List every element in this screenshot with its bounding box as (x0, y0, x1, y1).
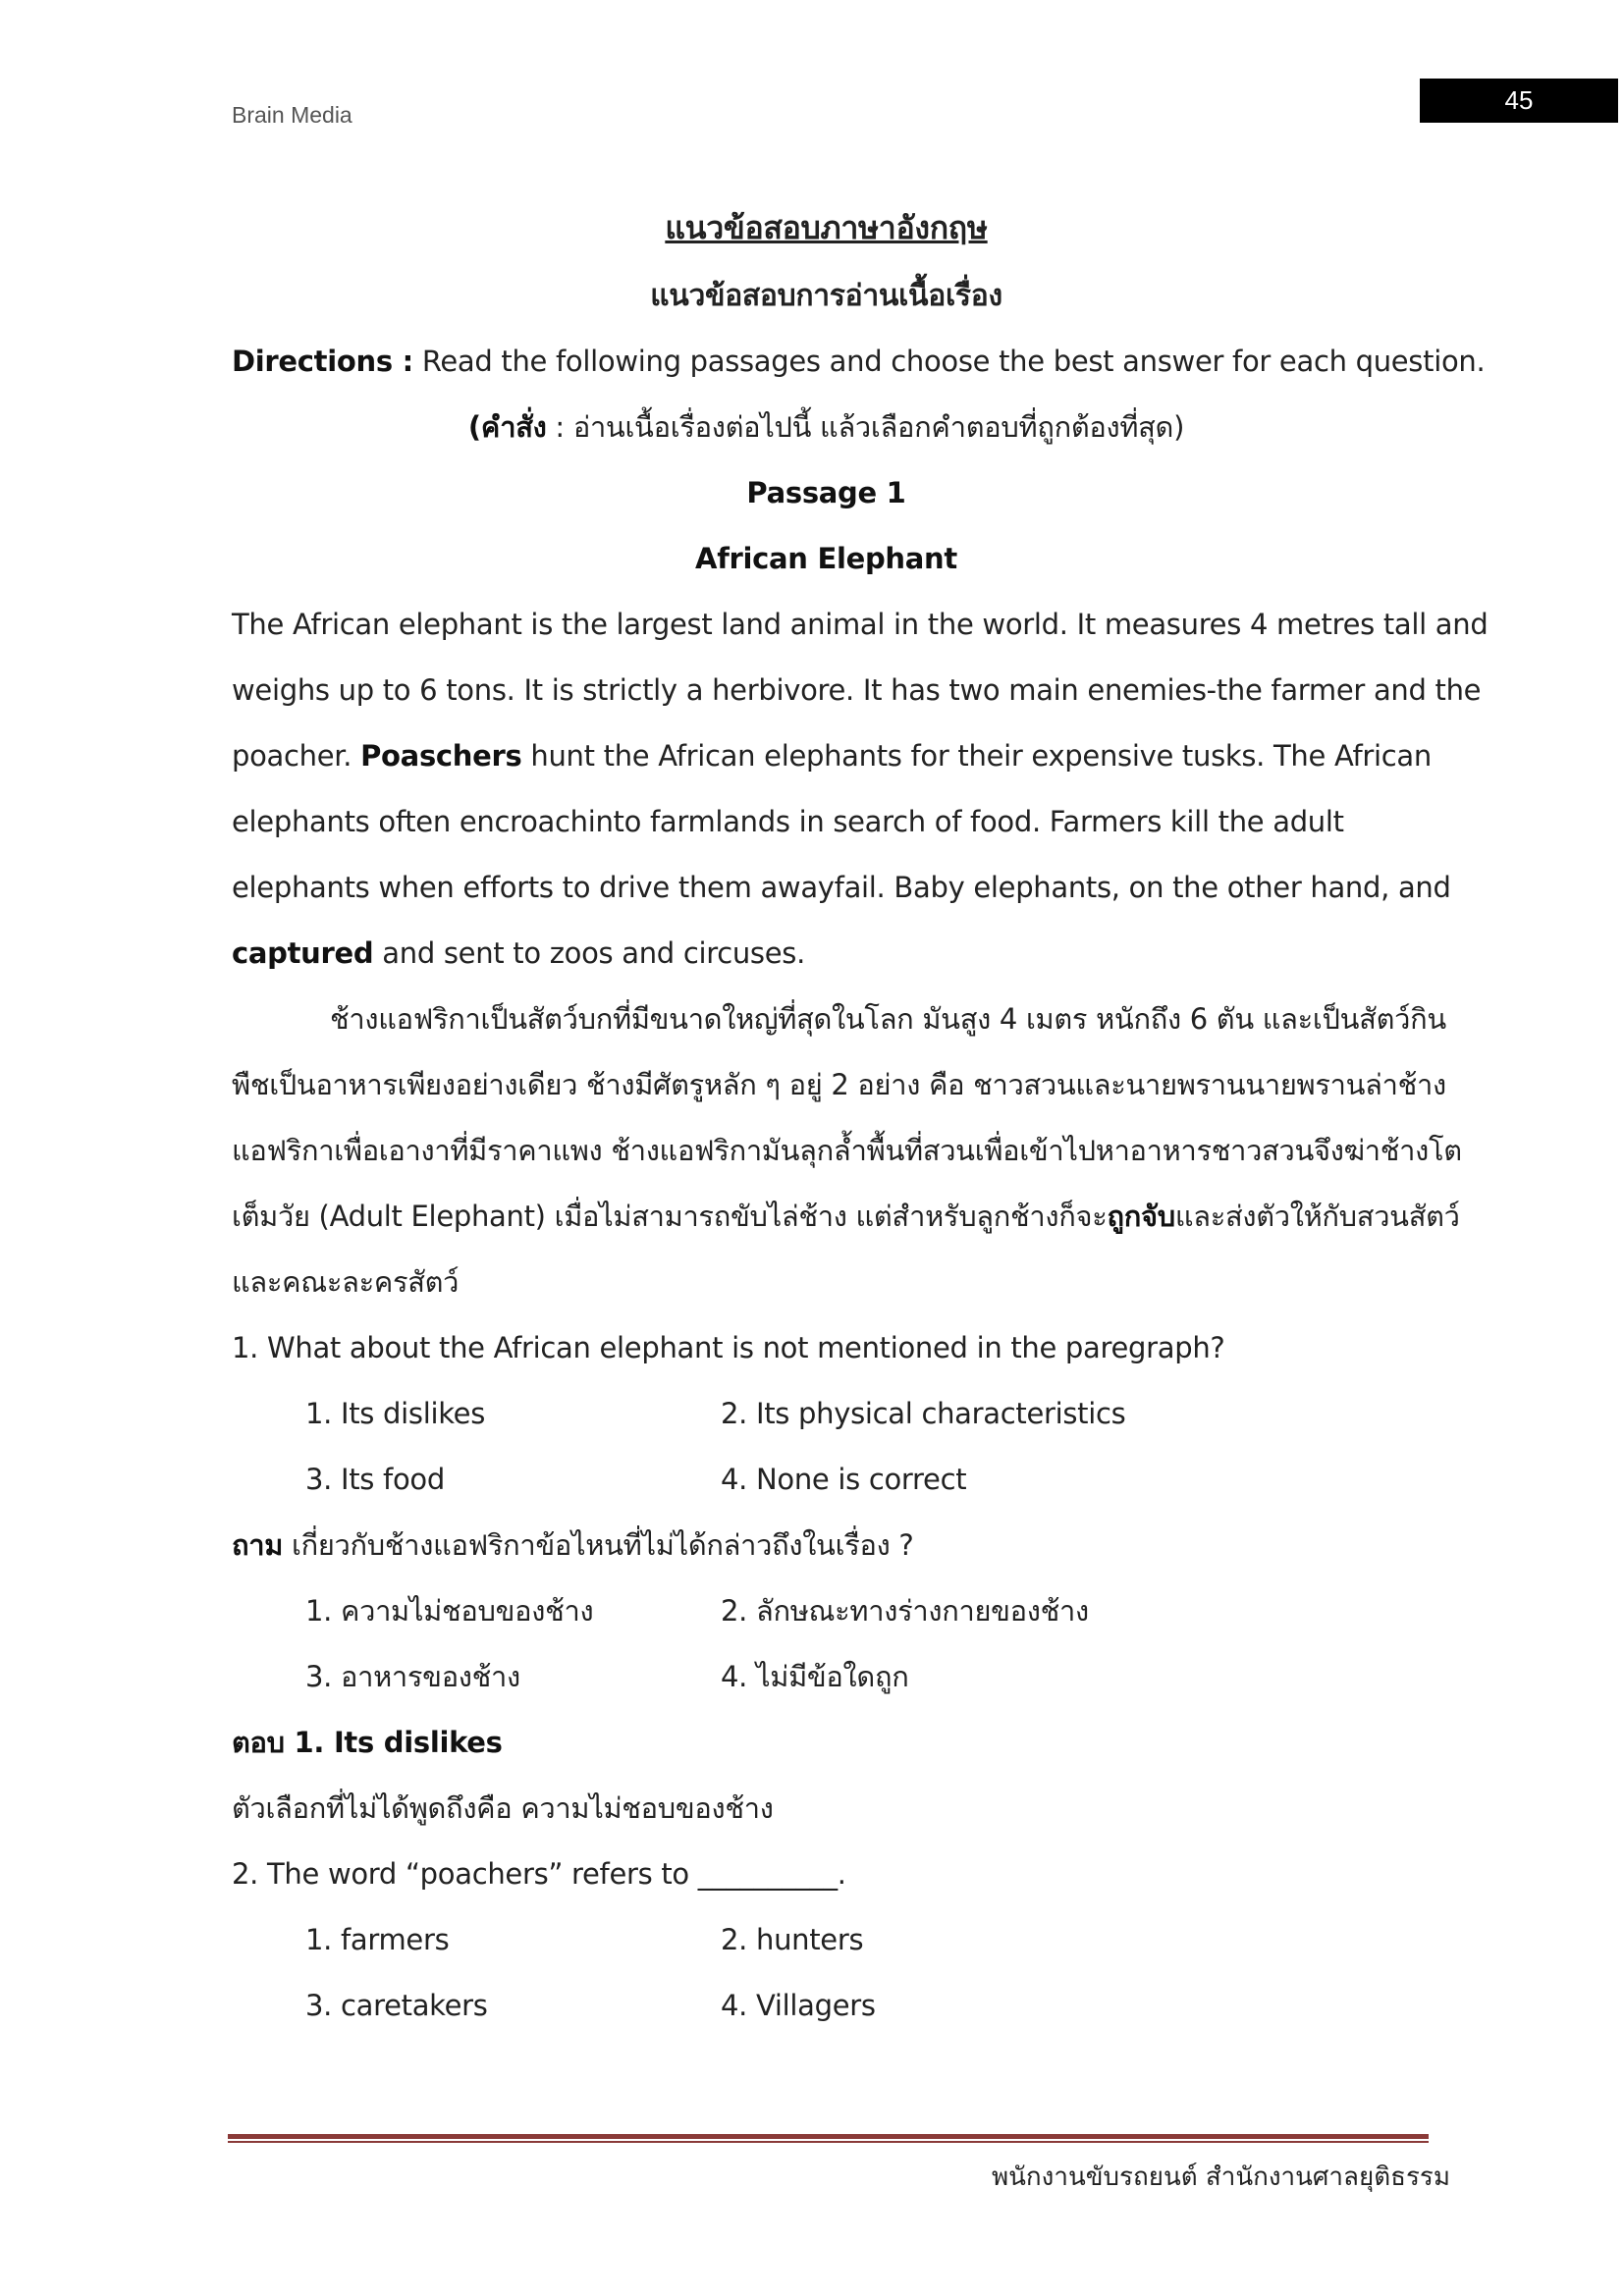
passage-en-line-2: weighs up to 6 tons. It is strictly a herbivore. It has two main enemies-the farmer and the (232, 673, 1482, 707)
passage-en-line-6b: and sent to zoos and circuses. (373, 936, 806, 970)
directions-thai-label: คำสั่ง (480, 410, 547, 444)
passage-th-line-3: แอฟริกาเพื่อเอางาที่มีราคาแพง ช้างแอฟริกามันลุกล้ำพื้นที่สวนเพื่อเข้าไปหาอาหารชาวสวนจึงฆ่าช้างโต (232, 1134, 1462, 1167)
directions-thai-open: ( (467, 410, 481, 444)
passage-label: Passage 1 (746, 476, 906, 509)
passage-th-line-4 (232, 1197, 1460, 1236)
page-number: 45 (1420, 79, 1618, 123)
directions-label: Directions : (232, 345, 413, 378)
q1-option-4: 4. None is correct (721, 1463, 967, 1496)
q1-thai-option-3: 3. อาหารของช้าง (305, 1660, 520, 1693)
header-brand: Brain Media (232, 102, 352, 128)
question-2: 2. The word “poachers” refers to __________. (232, 1857, 846, 1891)
page-title: แนวข้อสอบภาษาอังกฤษ (665, 209, 988, 246)
q2-option-1: 1. farmers (305, 1923, 450, 1956)
directions-thai (0, 407, 1624, 447)
directions (232, 342, 1485, 381)
directions-thai-text: : อ่านเนื้อเรื่องต่อไปนี้ แล้วเลือกคำตอบที่ถูกต้องที่สุด) (546, 410, 1185, 444)
captured-thai-keyword: ถูกจับ (1107, 1200, 1175, 1233)
passage-en-line-5: elephants when efforts to drive them awayfail. Baby elephants, on the other hand, and (232, 871, 1451, 904)
question-1-thai (232, 1525, 913, 1565)
question-thai-text: เกี่ยวกับช้างแอฟริกาข้อไหนที่ไม่ได้กล่าวถึงในเรื่อง ? (283, 1528, 914, 1562)
passage-th-line-4c: และส่งตัวให้กับสวนสัตว์ (1174, 1200, 1460, 1233)
passage-th-line-1: ช้างแอฟริกาเป็นสัตว์บกที่มีขนาดใหญ่ที่สุดในโลก มันสูง 4 เมตร หนักถึง 6 ตัน และเป็นสัตว์กิน (330, 1002, 1446, 1036)
passage-en-line-3c: hunt the African elephants for their expensive tusks. The African (521, 739, 1432, 773)
page-subtitle: แนวข้อสอบการอ่านเนื้อเรื่อง (650, 279, 1002, 313)
q1-thai-option-1: 1. ความไม่ชอบของช้าง (305, 1594, 594, 1628)
footer-text: พนักงานขับรถยนต์ สำนักงานศาลยุติธรรม (992, 2163, 1451, 2192)
passage-en-line-4: elephants often encroachinto farmlands in search of food. Farmers kill the adult (232, 805, 1344, 838)
passage-en-line-6 (232, 934, 805, 973)
q1-option-2: 2. Its physical characteristics (721, 1397, 1126, 1430)
question-1: 1. What about the African elephant is not mentioned in the paregraph? (232, 1331, 1225, 1364)
passage-th-line-2: พืชเป็นอาหารเพียงอย่างเดียว ช้างมีศัตรูหลัก ๆ อยู่ 2 อย่าง คือ ชาวสวนและนายพรานนายพรานล่าช้าง (232, 1068, 1446, 1101)
passage-en-line-3 (232, 736, 1432, 775)
passage-title: African Elephant (695, 542, 957, 575)
question-thai-label: ถาม (232, 1528, 284, 1562)
footer-divider (228, 2134, 1429, 2139)
poachers-keyword: Poaschers (360, 739, 522, 773)
q1-option-1: 1. Its dislikes (305, 1397, 486, 1430)
q2-option-2: 2. hunters (721, 1923, 864, 1956)
passage-en-line-1: The African elephant is the largest land animal in the world. It measures 4 metres tall and (232, 608, 1489, 641)
passage-en-line-3a: poacher. (232, 739, 361, 773)
captured-keyword: captured (232, 936, 374, 970)
q1-answer: ตอบ 1. Its dislikes (232, 1726, 503, 1759)
directions-text: Read the following passages and choose the best answer for each question. (412, 345, 1486, 378)
q1-thai-option-4: 4. ไม่มีข้อใดถูก (721, 1660, 909, 1693)
passage-th-line-4a: เต็มวัย (Adult Elephant) เมื่อไม่สามารถขับไล่ช้าง แต่สำหรับลูกช้างก็จะ (232, 1200, 1108, 1233)
q2-option-4: 4. Villagers (721, 1989, 876, 2022)
q1-explanation: ตัวเลือกที่ไม่ได้พูดถึงคือ ความไม่ชอบของช้าง (232, 1791, 774, 1825)
footer-divider-thin (228, 2141, 1429, 2143)
q2-option-3: 3. caretakers (305, 1989, 488, 2022)
q1-option-3: 3. Its food (305, 1463, 445, 1496)
q1-thai-option-2: 2. ลักษณะทางร่างกายของช้าง (721, 1594, 1089, 1628)
passage-th-line-5: และคณะละครสัตว์ (232, 1265, 460, 1299)
